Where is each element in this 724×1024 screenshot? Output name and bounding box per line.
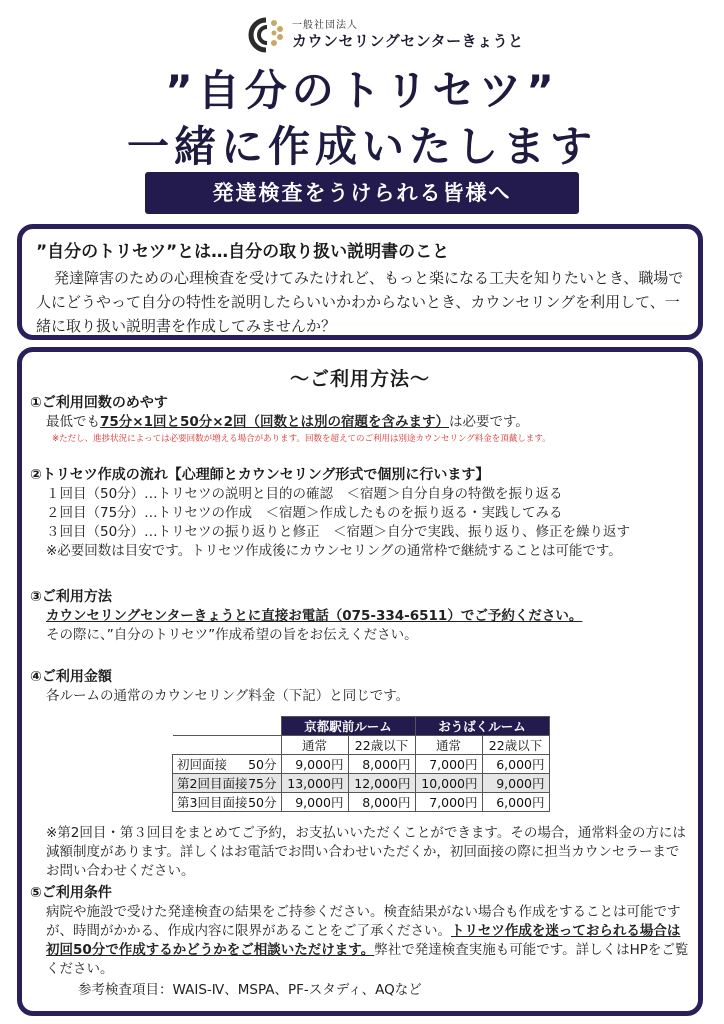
price-cell: 10,000円 xyxy=(415,774,482,793)
room-header: おうばくルーム xyxy=(415,717,549,736)
price-subheader: 通常 xyxy=(415,736,482,755)
price-text: 各ルームの通常のカウンセリング料金（下記）と同じです。 xyxy=(46,688,410,704)
frequency-note: ※ただし、進捗状況によっては必要回数が増える場合があります。回数を超えてのご利用は別途カウンセリング料金を頂戴します。 xyxy=(52,434,551,444)
flow-line: １回目（50分）…トリセツの説明と目的の確認 ＜宿題＞自分自身の特徴を振り返る xyxy=(46,486,563,502)
section-conditions-title: ⑤ご利用条件 xyxy=(30,885,112,901)
reference-tests: 参考検査項目：WAIS-Ⅳ、MSPA、PF-スタディ、AQなど xyxy=(78,982,422,998)
price-cell: 8,000円 xyxy=(348,793,415,812)
org-type: 一般社団法人 xyxy=(292,20,358,31)
intro-body: 発達障害のための心理検査を受けてみたけれど、もっと楽になる工夫を知りたいとき、職場で人にどうやって自分の特性を説明したらいいかわからないとき、カウンセリングを利用して、一緒に取り扱い説明書を作成してみませんか？ xyxy=(36,269,684,335)
main-title-line2: 一緒に作成いたします xyxy=(126,122,597,171)
frequency-pre: 最低でも xyxy=(46,414,100,430)
usage-title: ～ご利用方法～ xyxy=(289,368,430,390)
conditions-emphasis: トリセツ作成を迷っておられる場合は初回50分で作成するかどうかをご相談いただけます。 xyxy=(46,923,681,958)
flow-line: ※必要回数は目安です。トリセツ作成後にカウンセリングの通常枠で継続することは可能です。 xyxy=(46,543,622,559)
price-cell: 7,000円 xyxy=(415,755,482,774)
price-subheader: 通常 xyxy=(281,736,348,755)
price-cell: 8,000円 xyxy=(348,755,415,774)
conditions-post: 弊社で発達検査実施も可能です。詳しくはHPをご覧ください。 xyxy=(46,942,689,977)
table-corner xyxy=(173,736,282,755)
session-label: 第3回目面接 50分 xyxy=(173,793,282,812)
price-cell: 9,000円 xyxy=(482,774,549,793)
frequency-post: は必要です。 xyxy=(448,414,529,430)
section-method xyxy=(30,588,582,645)
session-label: 第2回目面接 75分 xyxy=(173,774,282,793)
table-row xyxy=(173,774,550,793)
table-row xyxy=(173,755,550,774)
price-cell: 6,000円 xyxy=(482,793,549,812)
section-method-title: ③ご利用方法 xyxy=(30,589,112,605)
table-row xyxy=(173,793,550,812)
subtitle-banner: 発達検査をうけられる皆様へ xyxy=(145,172,579,214)
session-label: 初回面接 50分 xyxy=(173,755,282,774)
table-corner xyxy=(173,717,282,736)
price-cell: 12,000円 xyxy=(348,774,415,793)
flow-line: ２回目（75分）…トリセツの作成 ＜宿題＞作成したものを振り返る・実践してみる xyxy=(46,505,563,521)
section-flow-title: ②トリセツ作成の流れ【心理師とカウンセリング形式で個別に行います】 xyxy=(30,467,490,483)
section-flow xyxy=(30,466,630,561)
room-header: 京都駅前ルーム xyxy=(281,717,415,736)
phone-reservation-text: カウンセリングセンターきょうとに直接お電話（075-334-6511）でご予約ください。 xyxy=(46,608,583,624)
section-frequency-text xyxy=(30,413,551,432)
intro-heading: ”自分のトリセツ”とは…自分の取り扱い説明書のこと xyxy=(36,242,450,262)
intro-box xyxy=(17,224,703,340)
price-table xyxy=(172,716,550,812)
price-subheader: 22歳以下 xyxy=(348,736,415,755)
flow-line: ３回目（50分）…トリセツの振り返りと修正 ＜宿題＞自分で実践、振り返り、修正を繰り返す xyxy=(46,524,631,540)
method-text: その際に、”自分のトリセツ”作成希望の旨をお伝えください。 xyxy=(46,627,418,643)
section-price-title: ④ご利用金額 xyxy=(30,669,112,685)
conditions-text xyxy=(30,903,690,979)
price-note: ※第2回目・第３回目をまとめてご予約，お支払いいただくことができます。その場合，通常料金の方には減額制度があります。詳しくはお電話でお問い合わせいただくか，初回面接の際に担当カウンセラーまでお問い合わせください。 xyxy=(46,825,686,879)
conditions-pre: 病院や施設で受けた発達検査の結果をご持参ください。検査結果がない場合も作成をすることは可能ですが、時間がかかる、作成内容に限界があることをご了承ください。 xyxy=(46,904,681,939)
main-title-line1: ”自分のトリセツ” xyxy=(165,66,559,115)
frequency-emphasis: 75分×1回と50分×2回（回数とは別の宿題を含みます） xyxy=(100,414,449,430)
price-cell: 13,000円 xyxy=(281,774,348,793)
price-subheader: 22歳以下 xyxy=(482,736,549,755)
price-cell: 7,000円 xyxy=(415,793,482,812)
price-cell: 9,000円 xyxy=(281,755,348,774)
org-name: カウンセリングセンターきょうと xyxy=(292,32,524,50)
section-price xyxy=(30,668,409,706)
section-conditions xyxy=(30,884,690,1000)
usage-box xyxy=(17,347,703,1016)
section-frequency-title: ①ご利用回数のめやす xyxy=(30,395,168,411)
section-frequency xyxy=(30,394,551,446)
org-logo xyxy=(246,14,524,54)
price-cell: 6,000円 xyxy=(482,755,549,774)
price-cell: 9,000円 xyxy=(281,793,348,812)
logo-mark-icon xyxy=(246,16,286,54)
